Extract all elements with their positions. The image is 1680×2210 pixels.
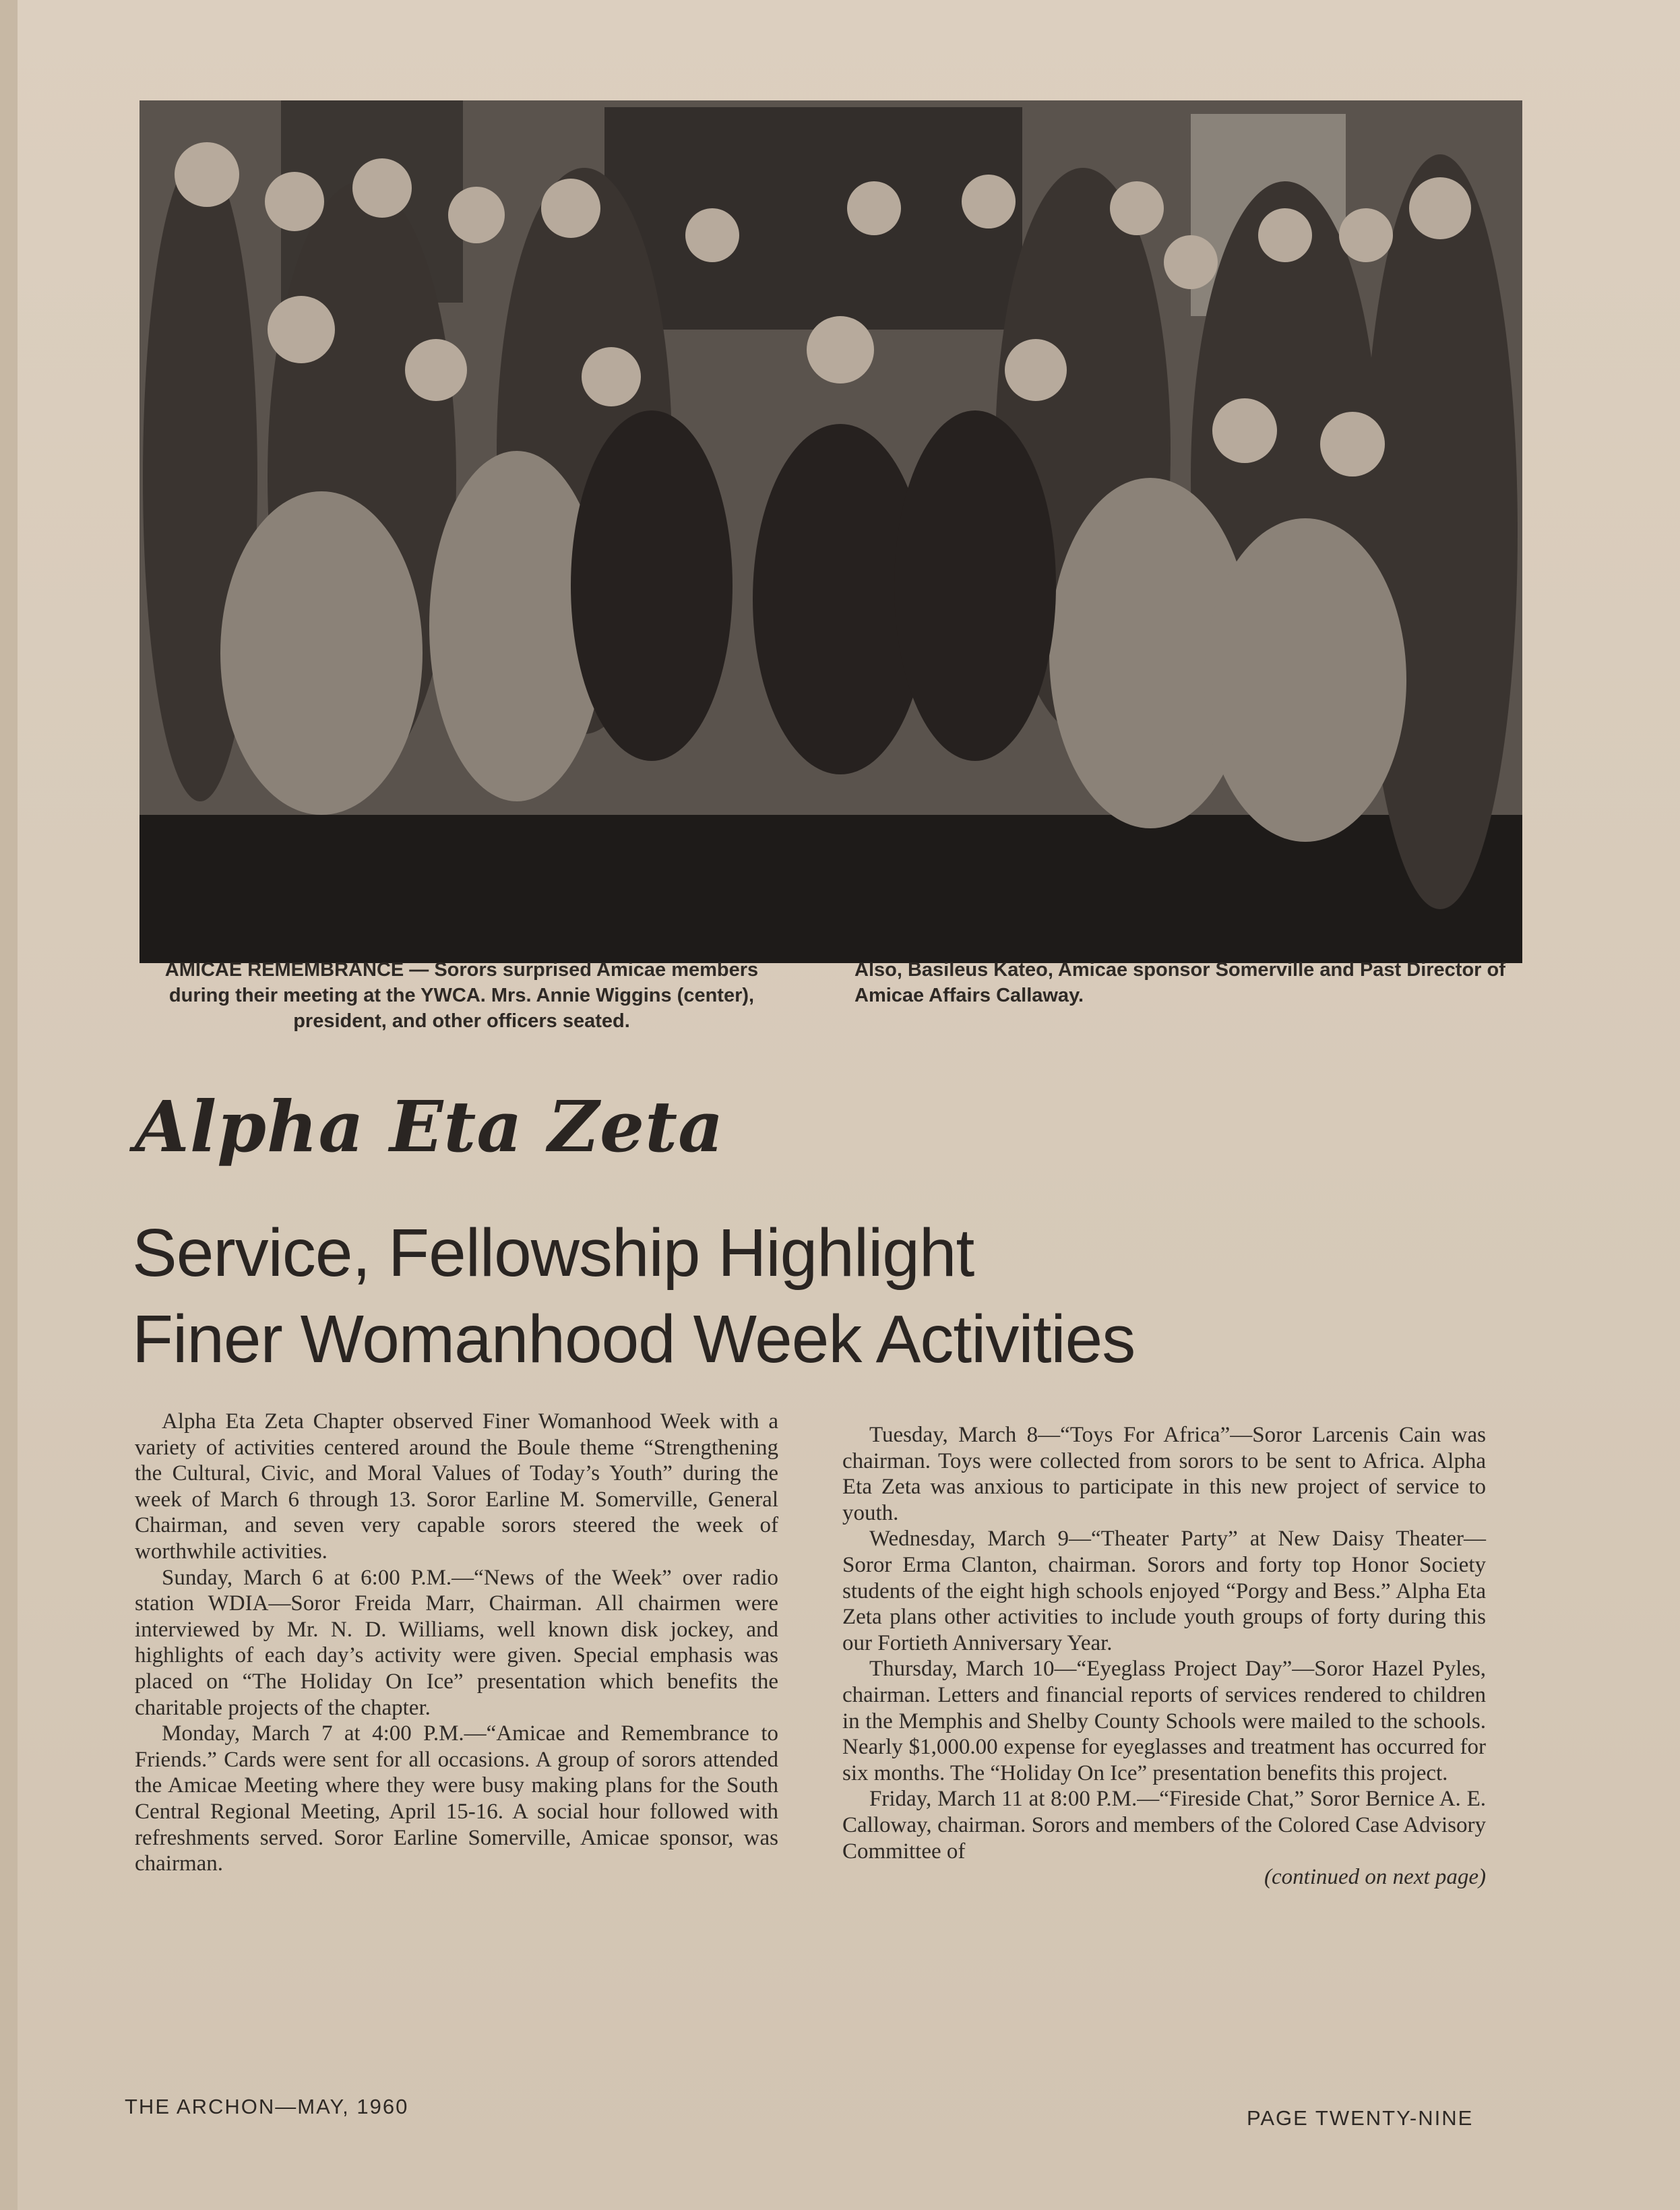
paragraph: Sunday, March 6 at 6:00 P.M.—“News of the Week” over radio station WDIA—Soror Freida Marr, Chairman. All chairmen were interviewed by Mr. N. D. Williams, well known disk jockey, and highlights of each day’s activity were given. Special emphasis was placed on “The Holiday On Ice” presentation which benefits the charitable projects of the chapter.	[135, 1565, 778, 1720]
headline-line-2: Finer Womanhood Week Activities	[132, 1301, 1135, 1377]
paragraph: Thursday, March 10—“Eyeglass Project Day”—Soror Hazel Pyles, chairman. Letters and financial reports of services rendered to children in the Memphis and Shelby County Schools were mailed to the schools. Nearly $1,000.00 expense for eyeglasses and treatment has occurred for six months. The “Holiday On Ice” presentation benefits this project.	[842, 1657, 1486, 1785]
article-headline	[132, 1210, 1547, 1382]
group-photo	[139, 100, 1522, 963]
headline-line-1: Service, Fellowship Highlight	[132, 1215, 974, 1291]
continued-note: (continued on next page)	[1264, 1865, 1486, 1890]
paragraph: Monday, March 7 at 4:00 P.M.—“Amicae and Remembrance to Friends.” Cards were sent for all occasions. A group of sorors attended the Amicae Meeting where they were busy making plans for the South Central Regional Meeting, April 15-16. A social hour followed with refreshments served. Soror Earline Somerville, Amicae sponsor, was chairman.	[135, 1721, 778, 1876]
paragraph: Wednesday, March 9—“Theater Party” at New Daisy Theater—Soror Erma Clanton, chairman. Sorors and forty top Honor Society students of the eight high schools enjoyed “Porgy and Bess.” Alpha Eta Zeta plans other activities to include youth groups of forty during this our Fortieth Anniversary Year.	[842, 1527, 1486, 1655]
photo-caption-right: Also, Basileus Kateo, Amicae sponsor Somerville and Past Director of Amicae Affairs Callaway.	[854, 959, 1505, 1006]
footer-page-number: PAGE TWENTY-NINE	[1247, 2106, 1474, 2130]
photo-caption-left: AMICAE REMEMBRANCE — Sorors surprised Amicae members during their meeting at the YWCA. Mrs. Annie Wiggins (center), president, and other officers seated.	[164, 959, 759, 1032]
page-edge	[0, 0, 18, 2210]
footer-publication: THE ARCHON—MAY, 1960	[125, 2095, 409, 2118]
chapter-kicker: Alpha Eta Zeta	[135, 1085, 724, 1168]
paragraph: Friday, March 11 at 8:00 P.M.—“Fireside Chat,” Soror Bernice A. E. Calloway, chairman. Sorors and members of the Colored Case Advisory Committee of	[842, 1787, 1486, 1864]
group-photo-icon	[139, 100, 1522, 963]
paragraph: Alpha Eta Zeta Chapter observed Finer Womanhood Week with a variety of activities centered around the Boule theme “Strengthening the Cultural, Civic, and Moral Values of Today’s Youth” during the week of March 6 through 13. Soror Earline M. Somerville, General Chairman, and seven very capable sorors steered the week of worthwhile activities.	[135, 1409, 778, 1564]
article-column-left	[135, 1409, 778, 1877]
paragraph: Tuesday, March 8—“Toys For Africa”—Soror Larcenis Cain was chairman. Toys were collected from sorors to be sent to Africa. Alpha Eta Zeta was anxious to participate in this new project of service to youth.	[842, 1423, 1486, 1525]
article-column-right	[842, 1422, 1486, 1891]
